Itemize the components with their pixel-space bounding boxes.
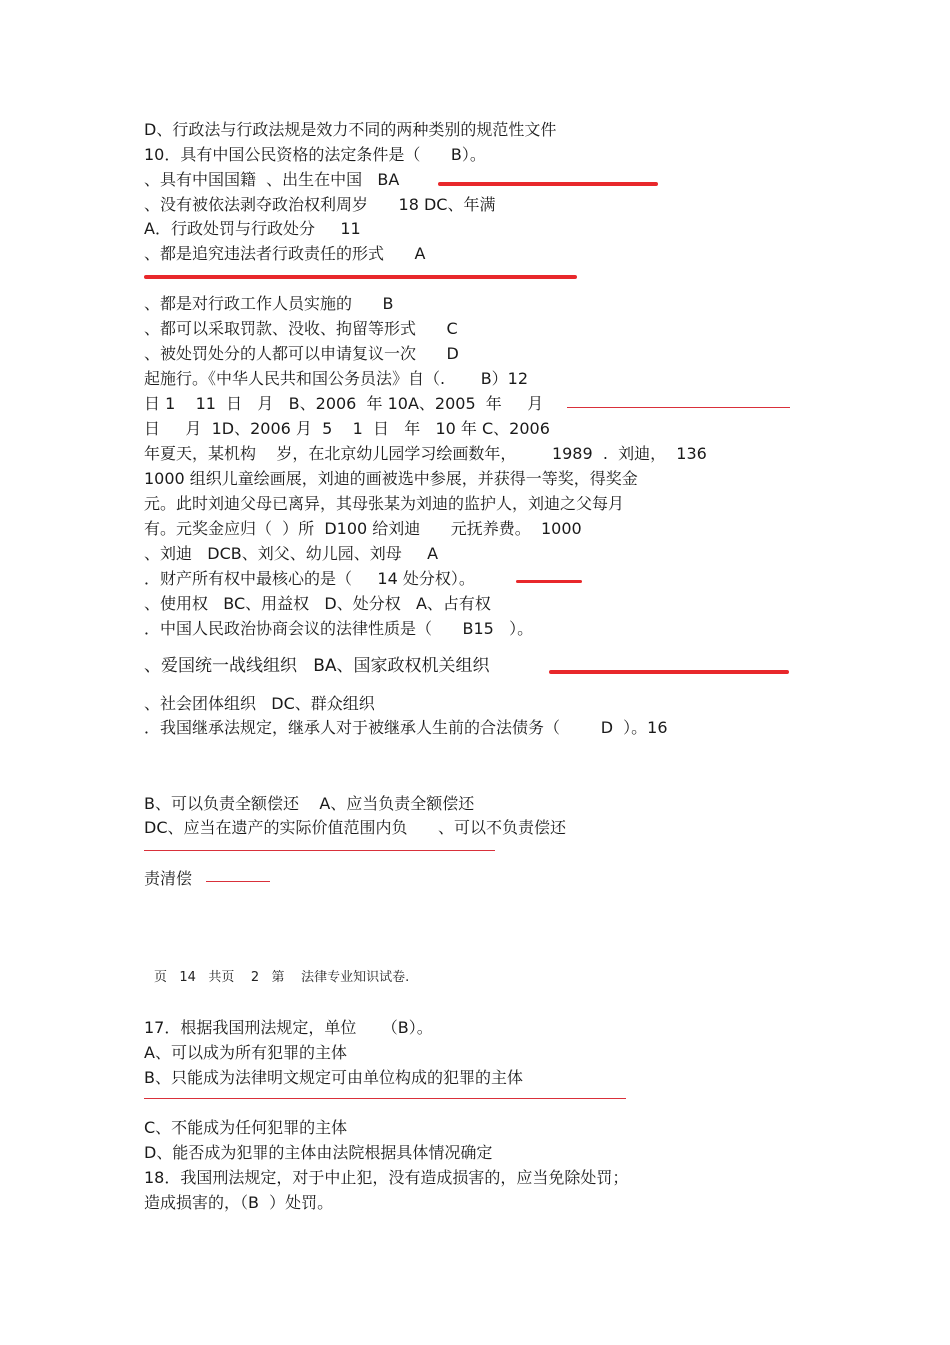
text-line: ．我国继承法规定，继承人对于被继承人生前的合法债务（ D ）。16 bbox=[144, 718, 668, 737]
text-line: A、可以成为所有犯罪的主体 bbox=[144, 1043, 347, 1062]
text-line: B、只能成为法律明文规定可由单位构成的犯罪的主体 bbox=[144, 1068, 523, 1087]
text-line: B、可以负责全额偿还 A、应当负责全额偿还 bbox=[144, 794, 475, 813]
text-line: 、爱国统一战线组织 BA、国家政权机关组织 bbox=[144, 656, 490, 676]
red-underline-mark bbox=[144, 1098, 626, 1099]
text-line: 有。元奖金应归（ ）所 D100 给刘迪 元抚养费。 1000 bbox=[144, 519, 582, 538]
text-line: 日 月 1D、2006 月 5 1 日 年 10 年 C、2006 bbox=[144, 419, 550, 438]
text-line: 、没有被依法剥夺政治权利周岁 18 DC、年满 bbox=[144, 195, 496, 214]
text-line: 、刘迪 DCB、刘父、幼儿园、刘母 A bbox=[144, 544, 439, 563]
text-line: 起施行。《中华人民共和国公务员法》自（. B）12 bbox=[144, 369, 529, 388]
red-underline-mark bbox=[206, 881, 270, 882]
text-line: D、行政法与行政法规是效力不同的两种类别的规范性文件 bbox=[144, 120, 557, 139]
text-line: 、社会团体组织 DC、群众组织 bbox=[144, 694, 375, 713]
page-footer: 页 14 共页 2 第 法律专业知识试卷. bbox=[154, 970, 410, 985]
text-line: 1000 组织儿童绘画展，刘迪的画被选中参展，并获得一等奖，得奖金 bbox=[144, 469, 638, 488]
red-underline-mark bbox=[438, 182, 658, 186]
text-line: 、都是对行政工作人员实施的 B bbox=[144, 294, 394, 313]
text-line: 、使用权 BC、用益权 D、处分权 A、占有权 bbox=[144, 594, 491, 613]
text-line: 年夏天，某机构 岁，在北京幼儿园学习绘画数年， 1989 . 刘迪， 136 bbox=[144, 444, 707, 463]
red-underline-mark bbox=[144, 275, 577, 279]
text-line: C、不能成为任何犯罪的主体 bbox=[144, 1118, 348, 1137]
text-line: D、能否成为犯罪的主体由法院根据具体情况确定 bbox=[144, 1143, 493, 1162]
text-line: 、被处罚处分的人都可以申请复议一次 D bbox=[144, 344, 459, 363]
text-line: 元。此时刘迪父母已离异，其母张某为刘迪的监护人，刘迪之父每月 bbox=[144, 494, 625, 513]
text-line: ．财产所有权中最核心的是（ 14 处分权）。 bbox=[144, 569, 475, 588]
text-line: 日 1 11 日 月 B、2006 年 10A、2005 年 月 bbox=[144, 394, 544, 413]
text-line: 、都可以采取罚款、没收、拘留等形式 C bbox=[144, 319, 458, 338]
question-10: 10．具有中国公民资格的法定条件是（ B）。 bbox=[144, 145, 486, 164]
red-underline-mark bbox=[549, 670, 789, 674]
red-underline-mark bbox=[516, 580, 582, 583]
text-line: 责清偿 bbox=[144, 869, 193, 888]
question-17: 17．根据我国刑法规定，单位 （B）。 bbox=[144, 1018, 433, 1037]
text-line: ．中国人民政治协商会议的法律性质是（ B15 ）。 bbox=[144, 619, 534, 638]
text-line: DC、应当在遗产的实际价值范围内负 、可以不负责偿还 bbox=[144, 818, 567, 837]
text-line: A．行政处罚与行政处分 11 bbox=[144, 219, 361, 238]
text-line: 、都是追究违法者行政责任的形式 A bbox=[144, 244, 426, 263]
red-underline-mark bbox=[567, 407, 790, 408]
text-line: 、具有中国国籍 、出生在中国 BA bbox=[144, 170, 400, 189]
question-18: 18．我国刑法规定，对于中止犯，没有造成损害的，应当免除处罚； bbox=[144, 1168, 629, 1187]
red-underline-mark bbox=[144, 850, 495, 851]
text-line: 造成损害的，（B ）处罚。 bbox=[144, 1193, 334, 1212]
